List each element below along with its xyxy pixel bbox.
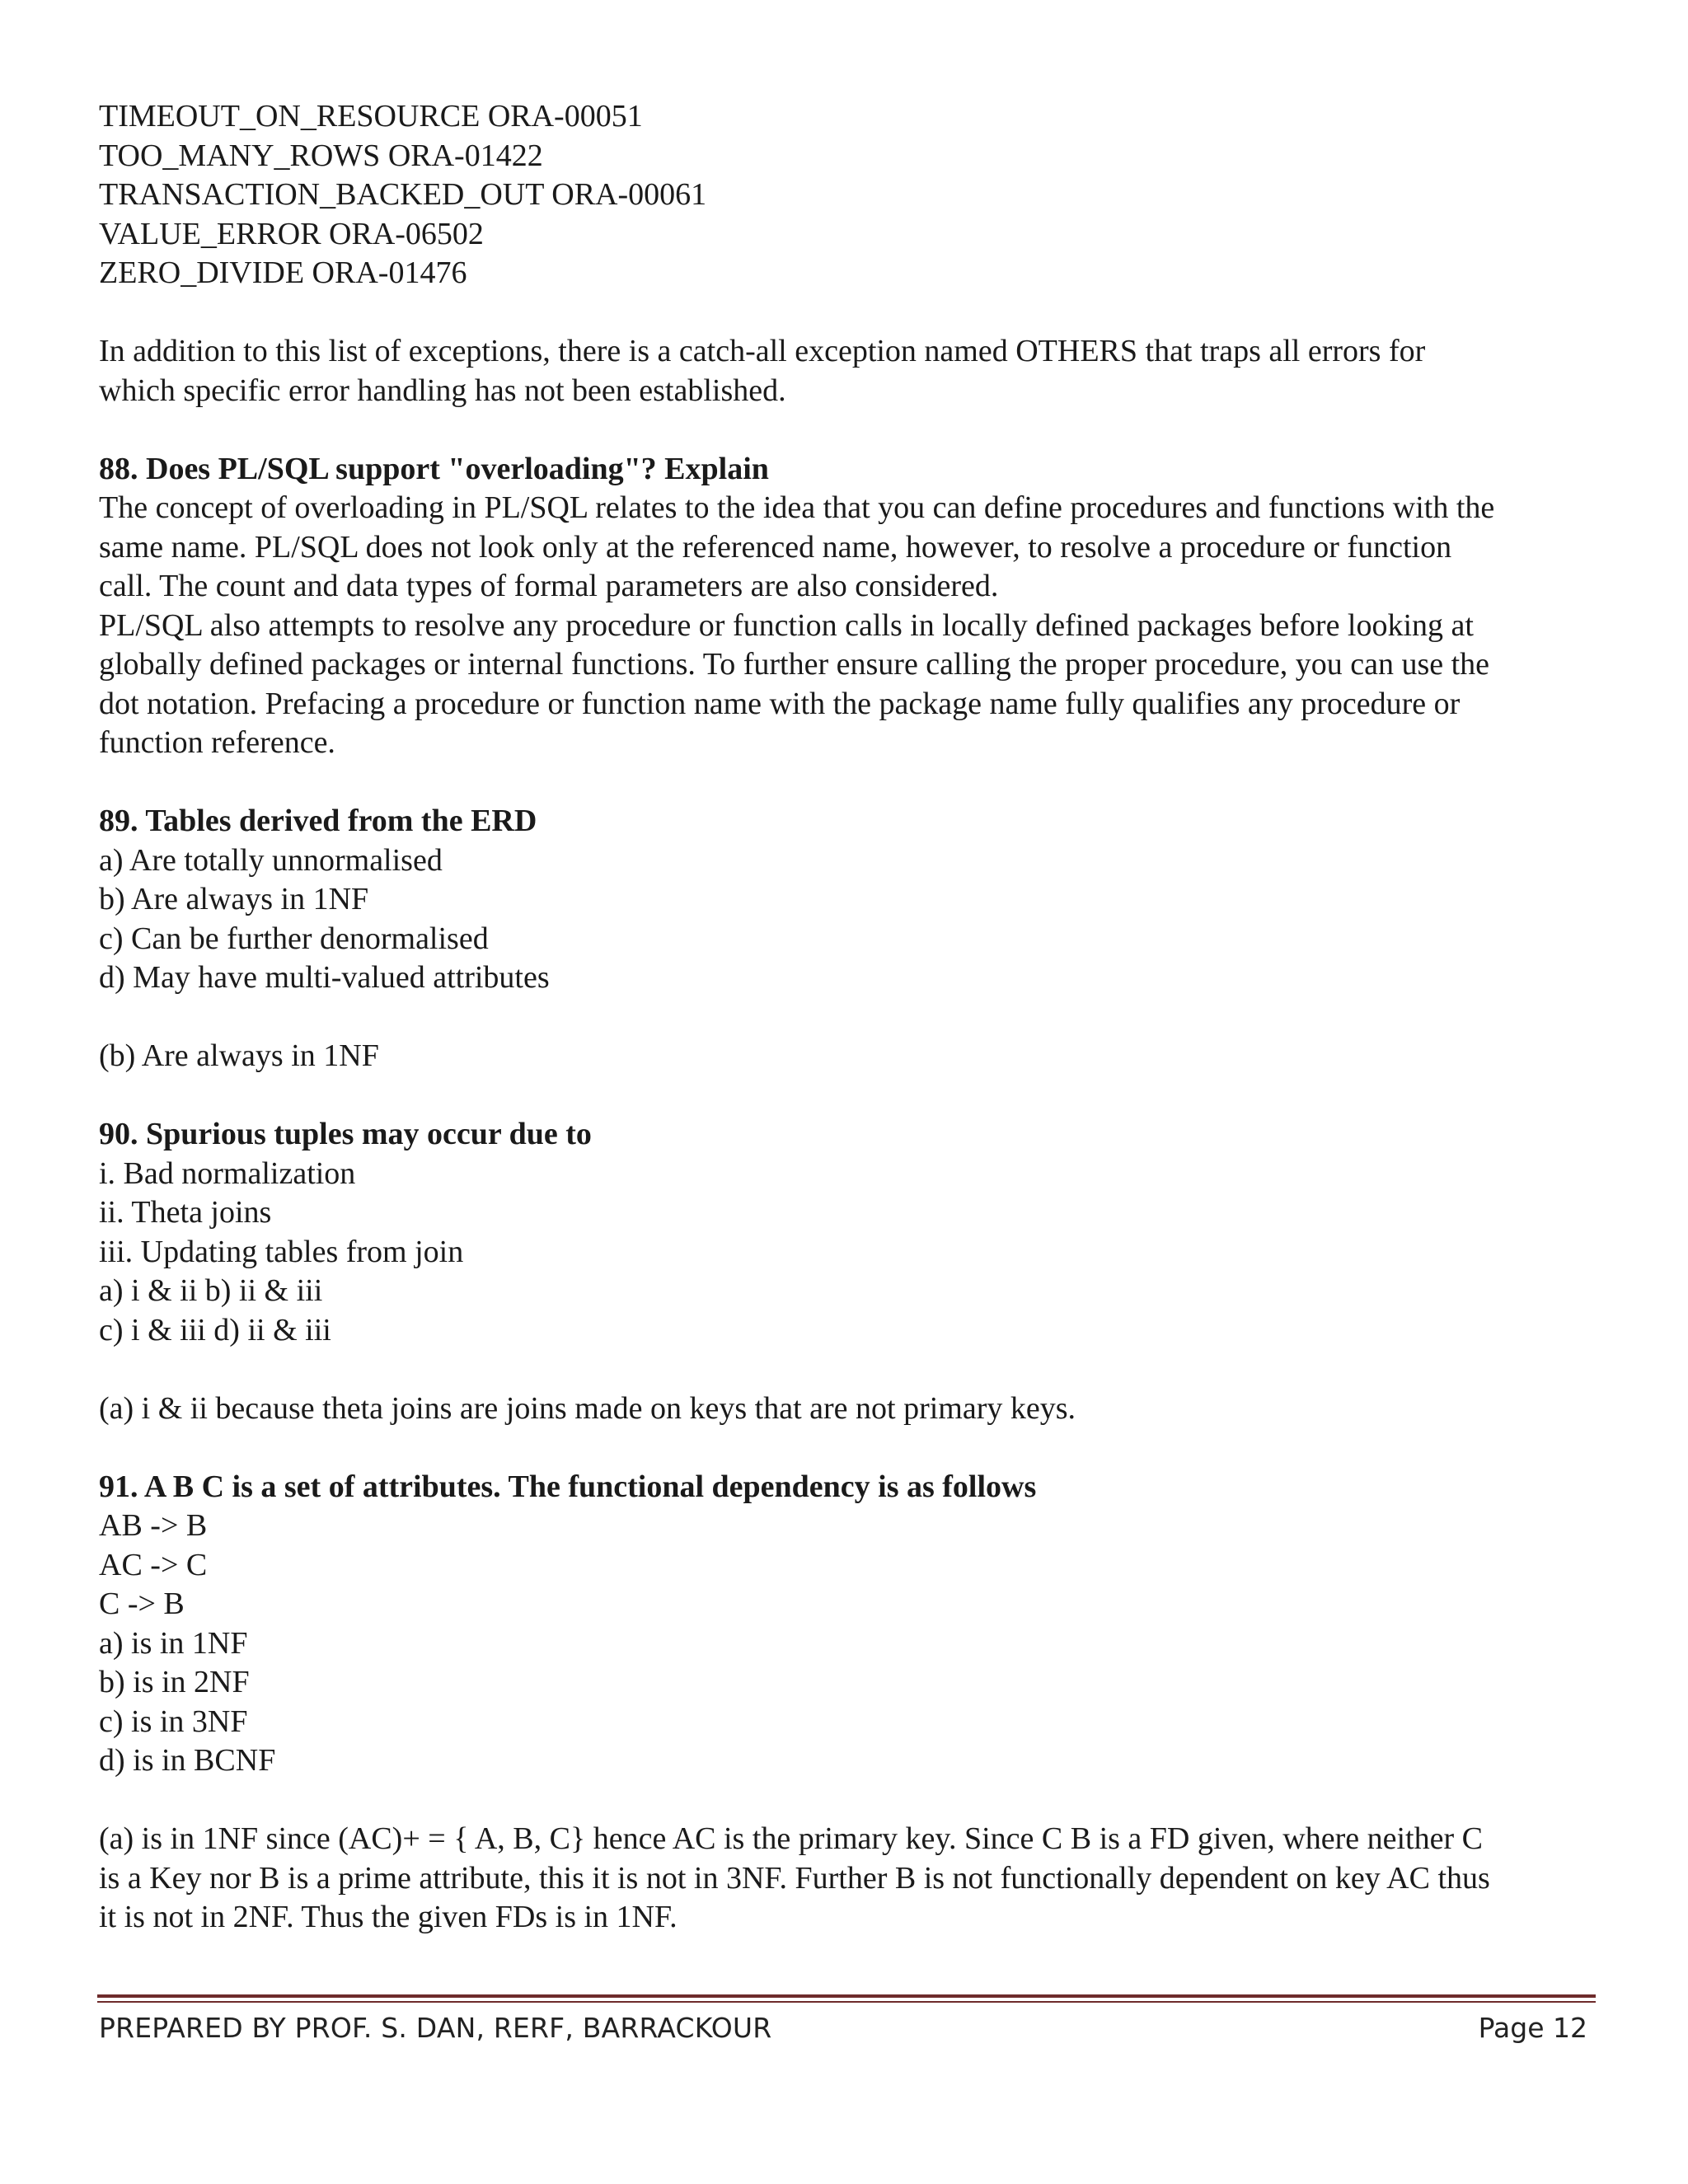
- exception-item: TOO_MANY_ROWS ORA-01422: [99, 138, 543, 173]
- footer-credit: PREPARED BY PROF. S. DAN, RERF, BARRACKOUR: [99, 2012, 772, 2044]
- exception-item: TRANSACTION_BACKED_OUT ORA-00061: [99, 177, 707, 212]
- answer-text: (b) Are always in 1NF: [99, 1038, 379, 1073]
- exception-item: VALUE_ERROR ORA-06502: [99, 216, 484, 251]
- exception-item: ZERO_DIVIDE ORA-01476: [99, 255, 467, 290]
- page-content: [99, 97, 1582, 1938]
- paragraph-line: globally defined packages or internal functions. To further ensure calling the proper procedure, you can use the: [99, 647, 1490, 682]
- footer-divider: [97, 1994, 1596, 2003]
- fd-line: AC -> C: [99, 1547, 208, 1582]
- answer-option: i. Bad normalization: [99, 1155, 356, 1191]
- question-heading: 91. A B C is a set of attributes. The functional dependency is as follows: [99, 1469, 1037, 1504]
- paragraph-line: which specific error handling has not been established.: [99, 373, 786, 408]
- answer-option: c) i & iii d) ii & iii: [99, 1312, 331, 1347]
- question-heading: 90. Spurious tuples may occur due to: [99, 1117, 592, 1151]
- question-89: [99, 802, 1582, 1076]
- paragraph-line: function reference.: [99, 725, 335, 760]
- answer-option: c) is in 3NF: [99, 1704, 248, 1739]
- fd-line: C -> B: [99, 1586, 185, 1621]
- answer-text: (a) is in 1NF since (AC)+ = { A, B, C} hence AC is the primary key. Since C B is a FD given, where neither C: [99, 1821, 1483, 1856]
- paragraph-line: dot notation. Prefacing a procedure or function name with the package name fully qualifies any procedure or: [99, 686, 1461, 721]
- paragraph-line: The concept of overloading in PL/SQL relates to the idea that you can define procedures and functions with the: [99, 490, 1495, 525]
- answer-option: b) Are always in 1NF: [99, 882, 369, 916]
- question-heading: 89. Tables derived from the ERD: [99, 804, 537, 838]
- exception-list: [99, 97, 1582, 293]
- fd-line: AB -> B: [99, 1508, 208, 1543]
- answer-option: a) Are totally unnormalised: [99, 842, 443, 878]
- exception-item: TIMEOUT_ON_RESOURCE ORA-00051: [99, 99, 643, 134]
- paragraph-line: call. The count and data types of formal parameters are also considered.: [99, 569, 999, 603]
- paragraph-line: same name. PL/SQL does not look only at the referenced name, however, to resolve a procedure or function: [99, 529, 1452, 565]
- answer-option: ii. Theta joins: [99, 1195, 272, 1230]
- question-90: [99, 1115, 1582, 1428]
- question-91: [99, 1468, 1582, 1938]
- answer-text: (a) i & ii because theta joins are joins made on keys that are not primary keys.: [99, 1390, 1076, 1426]
- question-88: [99, 450, 1582, 763]
- question-heading: 88. Does PL/SQL support "overloading"? Explain: [99, 451, 769, 486]
- others-note: [99, 332, 1582, 410]
- answer-text: it is not in 2NF. Thus the given FDs is in 1NF.: [99, 1900, 678, 1934]
- answer-option: c) Can be further denormalised: [99, 921, 489, 956]
- answer-text: is a Key nor B is a prime attribute, this it is not in 3NF. Further B is not functionally dependent on key AC thus: [99, 1860, 1490, 1896]
- answer-option: d) May have multi-valued attributes: [99, 960, 550, 995]
- answer-option: d) is in BCNF: [99, 1743, 276, 1778]
- paragraph-line: In addition to this list of exceptions, there is a catch-all exception named OTHERS that traps all errors for: [99, 334, 1426, 368]
- paragraph-line: PL/SQL also attempts to resolve any procedure or function calls in locally defined packages before looking at: [99, 607, 1474, 643]
- page-number: Page 12: [1478, 2012, 1587, 2044]
- answer-option: iii. Updating tables from join: [99, 1234, 464, 1269]
- answer-option: b) is in 2NF: [99, 1665, 250, 1699]
- answer-option: a) i & ii b) ii & iii: [99, 1273, 323, 1308]
- answer-option: a) is in 1NF: [99, 1625, 248, 1661]
